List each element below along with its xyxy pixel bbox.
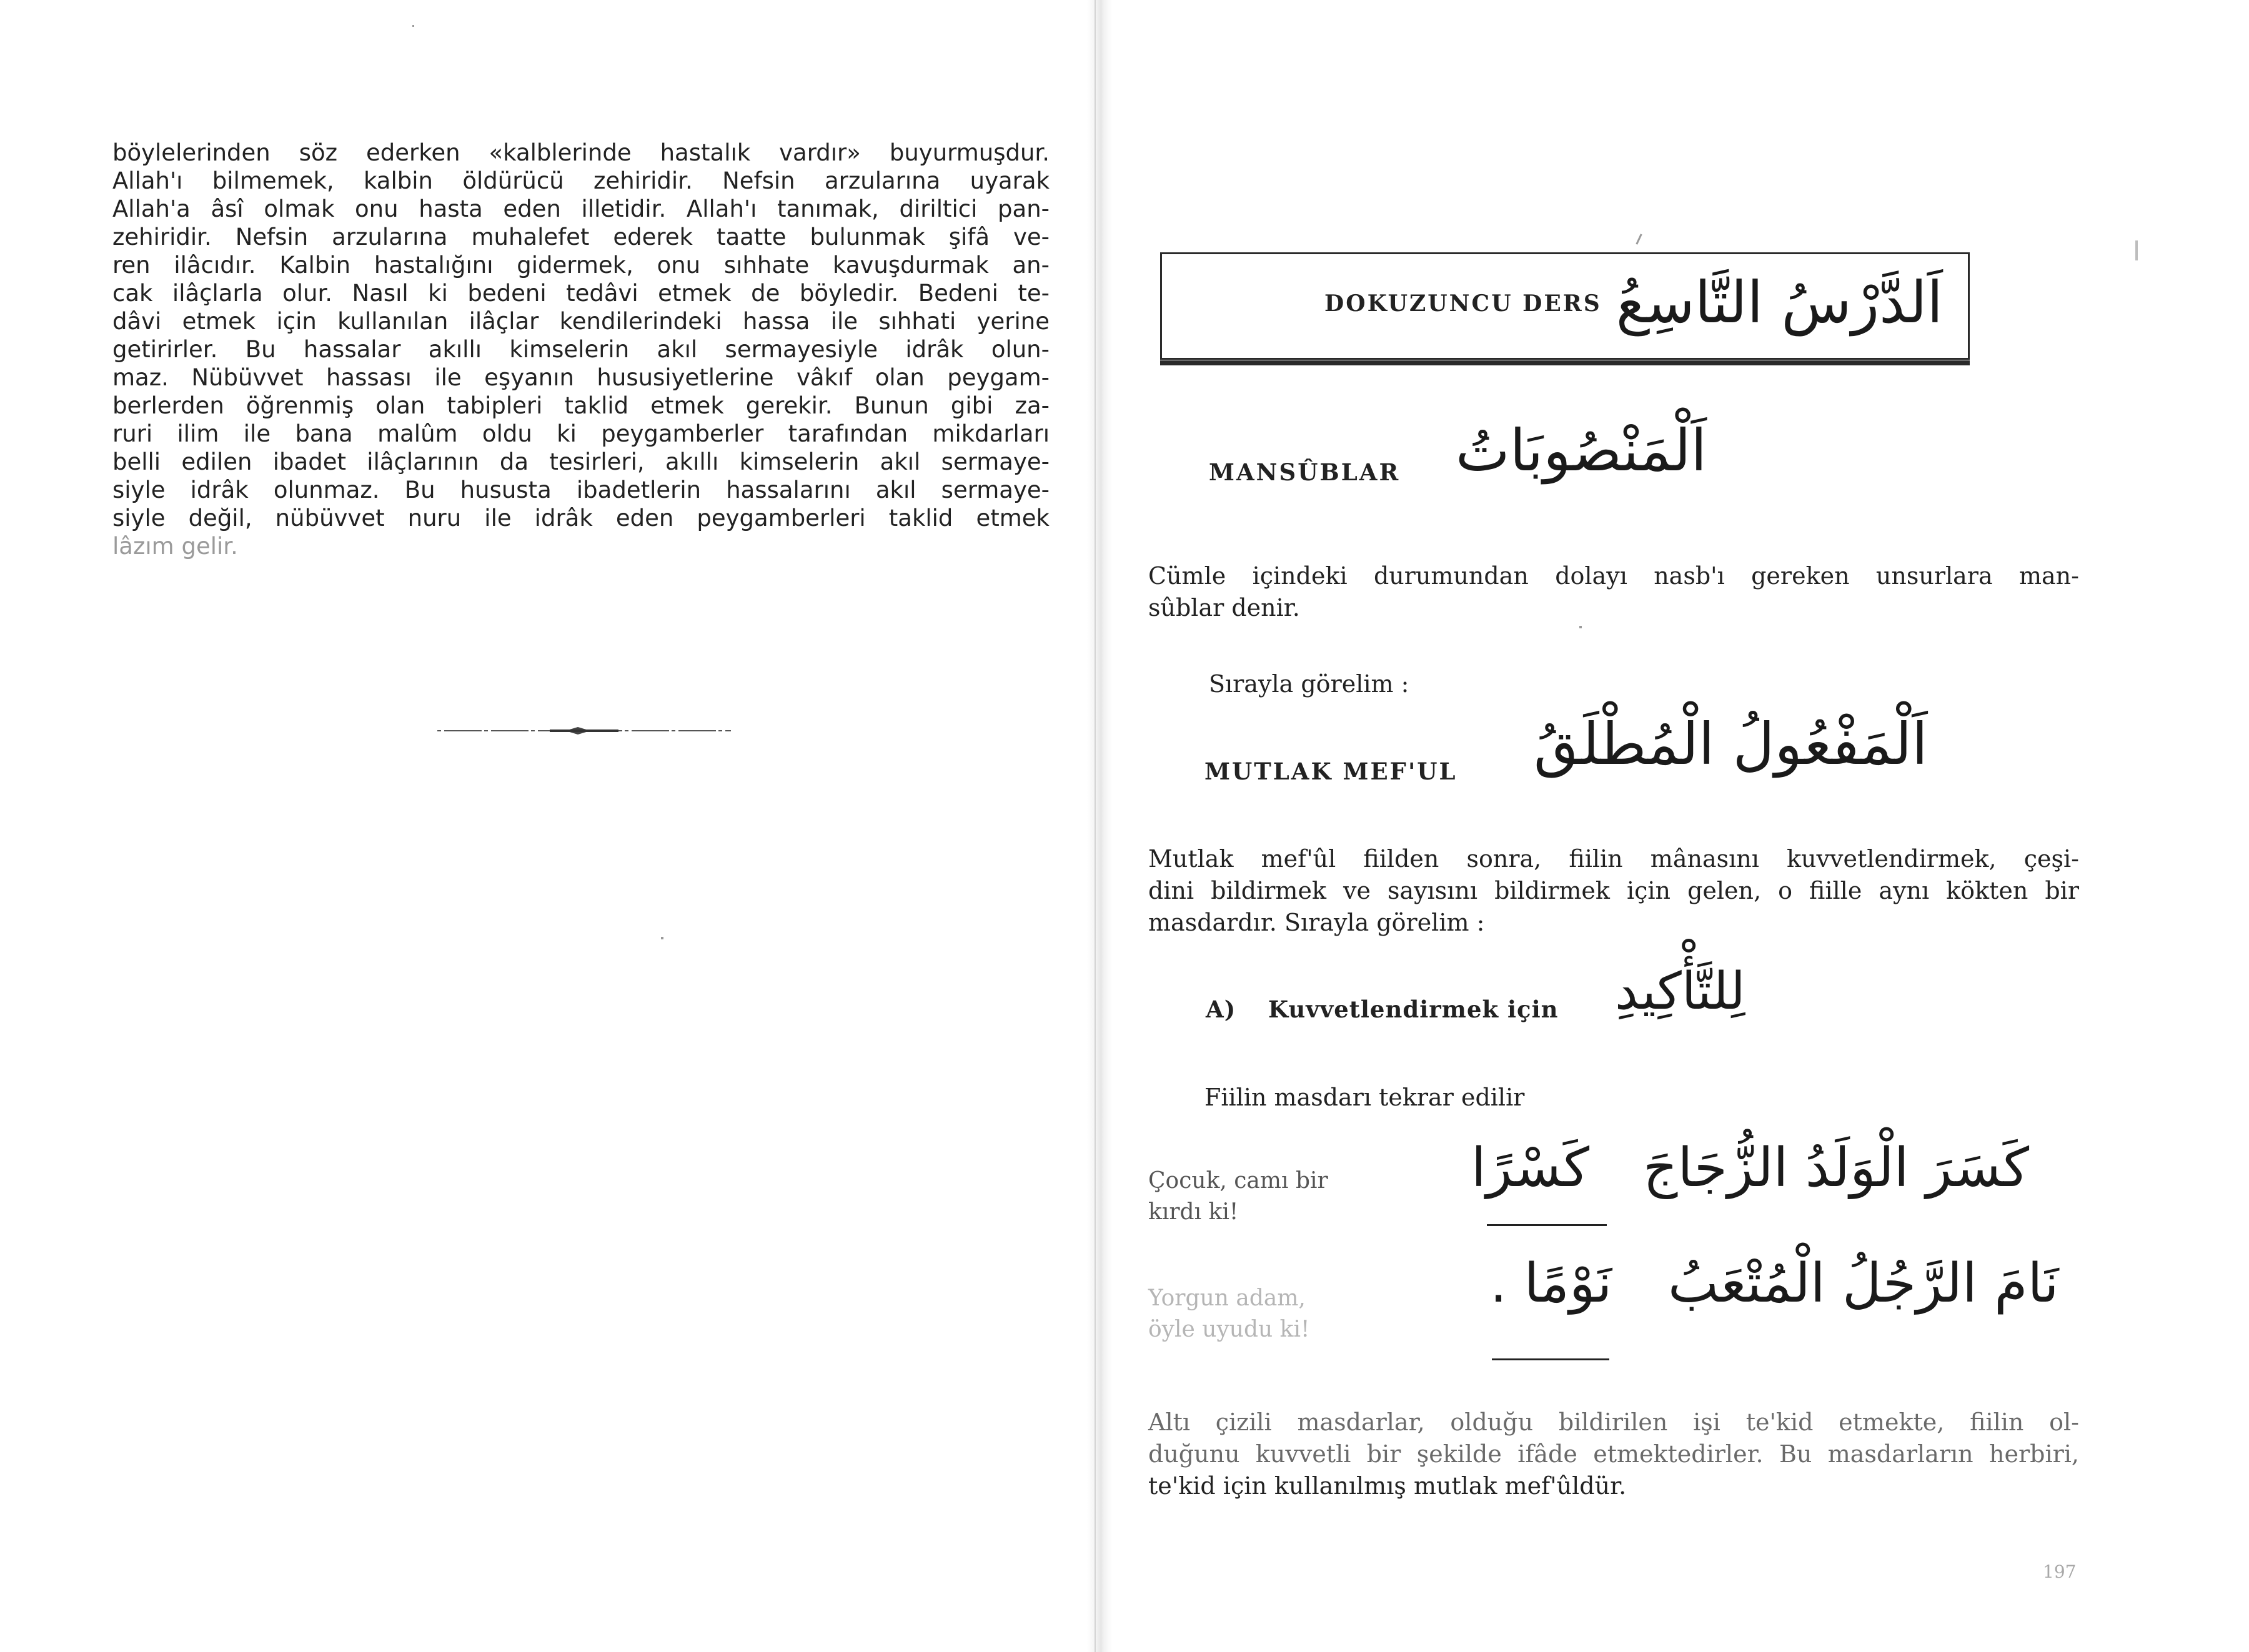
paper-speck	[1579, 626, 1582, 628]
example-2-masdar-arabic: نَوْمًا .	[1490, 1252, 1612, 1315]
lesson-header-box	[1160, 252, 1970, 360]
repeat-masdar-text: Fiilin masdarı tekrar edilir	[1204, 1084, 1525, 1111]
lesson-title: DOKUZUNCU DERS	[1324, 290, 1602, 317]
paragraph-line: dini bildirmek ve sayısını bildirmek için gelen, o fiille aynı kökten bir	[1148, 877, 2079, 904]
paragraph-line: duğunu kuvvetli bir şekilde ifâde etmektedirler. Bu masdarların herbiri,	[1148, 1440, 2079, 1468]
translation-line: Yorgun adam,	[1148, 1285, 1306, 1311]
translation-line: öyle uyudu ki!	[1148, 1317, 1310, 1342]
order-intro-text: Sırayla görelim :	[1209, 670, 1409, 698]
paragraph-line: Mutlak mef'ûl fiilden sonra, fiilin mânasını kuvvetlendirmek, çeşi-	[1148, 845, 2079, 873]
paragraph-line: böylelerinden söz ederken «kalblerinde hastalık vardır» buyurmuşdur.	[112, 139, 1050, 166]
lesson-title-arabic: اَلدَّرْسُ التَّاسِعُ	[1616, 269, 1943, 336]
paragraph-line: siyle değil, nübüvvet nuru ile idrâk eden peygamberleri taklid etmek	[112, 505, 1050, 532]
mutlak-meful-heading: MUTLAK MEF'UL	[1204, 758, 1457, 785]
right-page	[1096, 0, 2249, 1652]
closing-paragraph	[1148, 1407, 2079, 1502]
paragraph-line: ruri ilim ile bana malûm oldu ki peygamberler tarafından mikdarları	[112, 420, 1050, 447]
example-2-arabic: نَامَ الرَّجُلُ الْمُتْعَبُ	[1668, 1252, 2059, 1315]
example-2-translation	[1148, 1283, 1309, 1345]
paper-mark	[2135, 240, 2138, 260]
paragraph-line: zehiridir. Nefsin arzularına muhalefet ederek taatte bulunmak şifâ ve-	[112, 224, 1050, 250]
paragraph-line: maz. Nübüvvet hassası ile eşyanın hususiyetlerine vâkıf olan peygam-	[112, 364, 1050, 391]
paragraph-line: dâvi etmek için kullanılan ilâçlar kendilerindeki hassa ile sıhhati yerine	[112, 308, 1050, 335]
translation-line: kırdı ki!	[1148, 1199, 1239, 1225]
example-1-translation	[1148, 1165, 1328, 1228]
mansublar-definition	[1148, 560, 2079, 624]
section-end-ornament-icon	[437, 723, 731, 738]
mansublar-heading: MANSÛBLAR	[1209, 458, 1401, 486]
left-page	[0, 0, 1096, 1652]
paragraph-line: belli edilen ibadet ilâçlarının da tesirleri, akıllı kimselerin akıl sermaye-	[112, 448, 1050, 475]
left-page-paragraph	[112, 139, 1050, 560]
section-a-heading: Kuvvetlendirmek için	[1268, 996, 1559, 1023]
example-1-arabic: كَسَرَ الْوَلَدُ الزُّجَاجَ	[1643, 1137, 2030, 1199]
example-1-masdar-arabic: كَسْرًا	[1471, 1137, 1590, 1199]
paragraph-line: Cümle içindeki durumundan dolayı nasb'ı gereken unsurlara man-	[1148, 562, 2079, 590]
paragraph-line: Altı çizili masdarlar, olduğu bildirilen işi te'kid etmekte, fiilin ol-	[1148, 1408, 2079, 1436]
translation-line: Çocuk, camı bir	[1148, 1168, 1328, 1194]
paragraph-line: Allah'a âsî olmak onu hasta eden illetidir. Allah'ı tanımak, diriltici pan-	[112, 195, 1050, 222]
paragraph-line: berlerden öğrenmiş olan tabipleri taklid etmek gerekir. Bunun gibi za-	[112, 392, 1050, 419]
section-a-arabic: لِلتَّأْكِيدِ	[1615, 962, 1745, 1021]
paragraph-line: Allah'ı bilmemek, kalbin öldürücü zehiridir. Nefsin arzularına uyarak	[112, 167, 1050, 194]
gutter-fold-line	[1095, 0, 1096, 1652]
section-a-letter: A)	[1206, 996, 1236, 1023]
paragraph-line: getirirler. Bu hassalar akıllı kimselerin akıl sermayesiyle idrâk olun-	[112, 336, 1050, 363]
paper-speck	[412, 25, 414, 27]
mutlak-meful-arabic: اَلْمَفْعُولُ الْمُطْلَقُ	[1534, 711, 1928, 778]
header-box-shadow-rule	[1160, 360, 1970, 365]
paragraph-line: siyle idrâk olunmaz. Bu hususta ibadetlerin hassalarını akıl sermaye-	[112, 477, 1050, 503]
page-number: 197	[2043, 1561, 2077, 1582]
paragraph-line: cak ilâçlarla olur. Nasıl ki bedeni tedâvi etmek de böyledir. Bedeni te-	[112, 280, 1050, 307]
mansublar-arabic: اَلْمَنْصُوبَاتُ	[1456, 417, 1707, 484]
masdar-underline	[1492, 1358, 1609, 1360]
paragraph-line: sûblar denir.	[1148, 594, 1300, 621]
mutlak-meful-definition	[1148, 843, 2079, 939]
paragraph-line: lâzım gelir.	[112, 533, 238, 560]
paper-speck	[661, 937, 663, 939]
paragraph-line: te'kid için kullanılmış mutlak mef'ûldür.	[1148, 1472, 1627, 1500]
masdar-underline	[1487, 1224, 1607, 1226]
paragraph-line: ren ilâcıdır. Kalbin hastalığını gidermek, onu sıhhate kavuşdurmak an-	[112, 252, 1050, 279]
paragraph-line: masdardır. Sırayla görelim :	[1148, 909, 1485, 936]
